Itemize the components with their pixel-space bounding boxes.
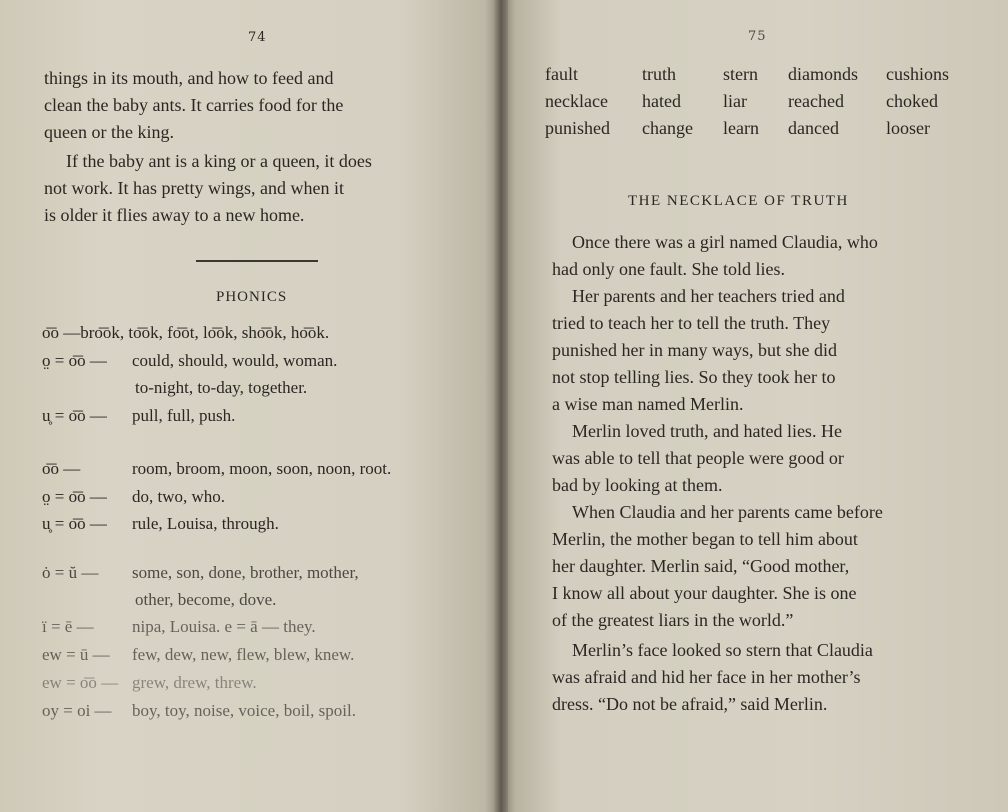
vocabulary-word: looser [886, 118, 930, 138]
vocabulary-word: reached [788, 91, 844, 111]
text-line: Her parents and her teachers tried and [572, 286, 845, 306]
phonics-key: ew = o͞o — [42, 673, 119, 692]
phonics-key: o̤ = o͞o — [42, 351, 107, 370]
text-line: Merlin, the mother began to tell him about [552, 529, 858, 549]
phonics-row [135, 590, 276, 610]
phonics-key: ȯ = ŭ — [42, 563, 99, 582]
vocabulary-word: necklace [545, 91, 608, 111]
vocabulary-word: change [642, 118, 693, 138]
text-line: of the greatest liars in the world.” [552, 610, 794, 630]
phonics-key: u̥ = o͞o — [42, 514, 107, 533]
right-paragraph-5 [552, 637, 873, 718]
phonics-words: few, dew, new, flew, blew, knew. [132, 645, 355, 664]
vocabulary-word: liar [723, 91, 747, 111]
phonics-row [42, 487, 225, 507]
phonics-row [42, 514, 279, 534]
phonics-row [42, 617, 316, 637]
phonics-key: o͞o — [42, 459, 81, 478]
right-paragraph-3 [552, 418, 844, 499]
text-line: If the baby ant is a king or a queen, it does [66, 151, 372, 171]
vocabulary-word: cushions [886, 64, 949, 84]
text-line: dress. “Do not be afraid,” said Merlin. [552, 694, 828, 714]
vocabulary-word: stern [723, 64, 758, 84]
phonics-words: room, broom, moon, soon, noon, root. [132, 459, 392, 478]
text-line: bad by looking at them. [552, 475, 723, 495]
phonics-row [42, 323, 329, 343]
text-line: queen or the king. [44, 122, 174, 142]
phonics-row [42, 351, 337, 371]
phonics-words: do, two, who. [132, 487, 226, 506]
book-gutter [494, 0, 508, 812]
text-line: a wise man named Merlin. [552, 394, 744, 414]
left-paragraph-1 [44, 65, 343, 146]
text-line: tried to teach her to tell the truth. They [552, 313, 831, 333]
phonics-words: could, should, would, woman. [132, 351, 338, 370]
page-number-left: 74 [248, 30, 267, 45]
text-line: was afraid and hid her face in her mother’s [552, 667, 861, 687]
text-line: her daughter. Merlin said, “Good mother, [552, 556, 850, 576]
page-number-right: 75 [748, 29, 767, 44]
vocabulary-word: truth [642, 64, 676, 84]
phonics-row [42, 645, 354, 665]
phonics-row [42, 563, 359, 583]
phonics-key: o͞o — [42, 323, 81, 342]
phonics-key: o̤ = o͞o — [42, 487, 107, 506]
phonics-words: boy, toy, noise, voice, boil, spoil. [132, 701, 356, 720]
text-line: When Claudia and her parents came before [572, 502, 883, 522]
phonics-key: u̥ = o͞o — [42, 406, 107, 425]
phonics-words: some, son, done, brother, mother, [132, 563, 359, 582]
text-line: punished her in many ways, but she did [552, 340, 837, 360]
story-title: THE NECKLACE OF TRUTH [628, 193, 849, 209]
vocabulary-word: fault [545, 64, 578, 84]
vocabulary-word: hated [642, 91, 681, 111]
phonics-heading: PHONICS [216, 289, 288, 305]
right-paragraph-1 [552, 229, 878, 283]
phonics-words: bro͞ok, to͞ok, fo͞ot, lo͞ok, sho͞ok, ho͞ok. [80, 323, 330, 342]
text-line: Merlin’s face looked so stern that Claudia [572, 640, 873, 660]
phonics-row [42, 406, 235, 426]
text-line: things in its mouth, and how to feed and [44, 68, 334, 88]
left-paragraph-2 [44, 148, 372, 229]
text-line: had only one fault. She told lies. [552, 259, 785, 279]
vocabulary-word: choked [886, 91, 938, 111]
phonics-key: ew = ū — [42, 645, 110, 664]
section-divider [196, 260, 318, 262]
text-line: was able to tell that people were good or [552, 448, 844, 468]
vocabulary-word: danced [788, 118, 839, 138]
text-line: Once there was a girl named Claudia, who [572, 232, 878, 252]
right-paragraph-2 [552, 283, 845, 418]
right-paragraph-4 [552, 499, 883, 634]
phonics-words: other, become, dove. [135, 590, 277, 609]
phonics-row [42, 459, 391, 479]
phonics-key: ï = ē — [42, 617, 94, 636]
vocabulary-word: learn [723, 118, 759, 138]
phonics-row [42, 673, 257, 693]
text-line: not stop telling lies. So they took her to [552, 367, 836, 387]
phonics-words: rule, Louisa, through. [132, 514, 279, 533]
text-line: I know all about your daughter. She is one [552, 583, 857, 603]
text-line: is older it flies away to a new home. [44, 205, 305, 225]
phonics-row [42, 701, 356, 721]
vocabulary-word: punished [545, 118, 610, 138]
phonics-words: nipa, Louisa. e = ā — they. [132, 617, 316, 636]
phonics-words: pull, full, push. [132, 406, 236, 425]
phonics-row [135, 378, 307, 398]
phonics-key: oy = oi — [42, 701, 112, 720]
text-line: clean the baby ants. It carries food for the [44, 95, 344, 115]
text-line: not work. It has pretty wings, and when it [44, 178, 344, 198]
phonics-words: to-night, to-day, together. [135, 378, 308, 397]
text-line: Merlin loved truth, and hated lies. He [572, 421, 842, 441]
phonics-words: grew, drew, threw. [132, 673, 257, 692]
vocabulary-word: diamonds [788, 64, 858, 84]
